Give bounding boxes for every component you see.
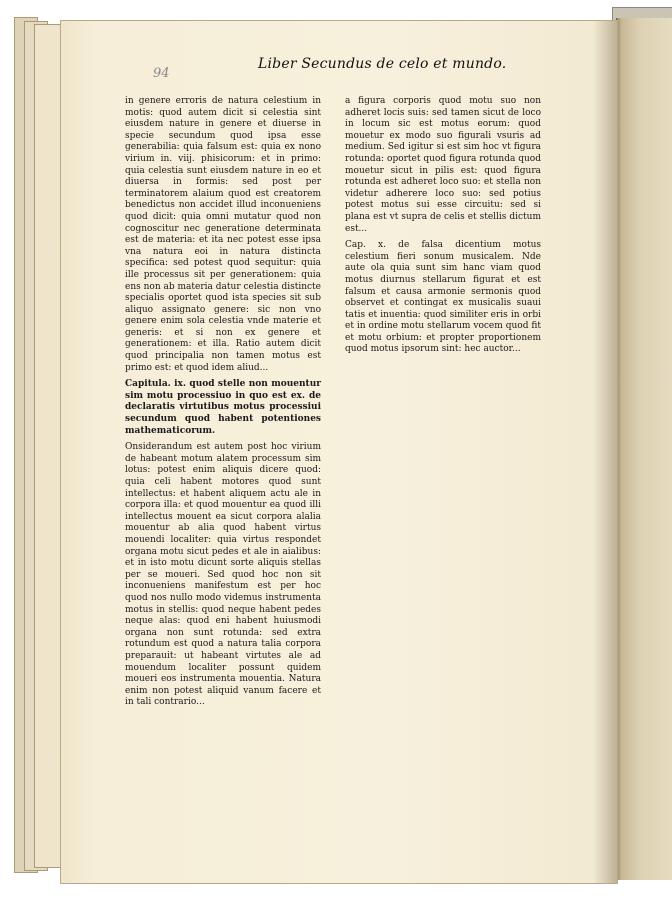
facing-page (616, 18, 672, 880)
running-head: Liber Secundus de celo et mundo. (258, 56, 507, 72)
right-column (345, 96, 541, 356)
left-paragraph-2: Onsiderandum est autem post hoc virium de habeant motum alatem processum sim lotus: potest enim aliquis dicere quod: quia celi habent motores quod sunt intellectus: et habent aliquem actu ale in corpora illa: et quod mouentur ea quod illi intellectus mouent ea sicut corpora alalia mouentur ab alia quod habent virtus mouendi localiter: quia virtus respondet organa motu sicut pedes et ale in aialibus: et in isto motu dicunt sorte aliquis stellas per se moueri. Sed quod hoc non sit inconueniens manifestum est per hoc quod nos nullo modo videmus instrumenta motus in stellis: quod neque habent pedes neque alas: quod eni habent huiusmodi organa non sunt rotunda: sed extra rotundum est quod a natura talia corpora preparauit: ut habeant virtutes ale ad mouendum localiter possunt quidem moueri eos instrumenta mouentia. Natura enim non potest aliquid vanum facere et in tali contrario... (125, 442, 321, 708)
left-column (125, 96, 321, 709)
left-paragraph-1: in genere erroris de natura celestium in motis: quod autem dicit si celestia sint eiusdem nature in genere et diuerse in specie secundum quod ipsa esse generabilia: quia falsum est: quia ex nono virium in. viij. phisicorum: et in primo: quia celestia sunt eiusdem nature in eo et diuersa in formis: sed post per terminatorem alaium quod est creatorem benedictus non accidet illud inconueniens quod dicit: quia omni mutatur quod non cognoscitur nec generatione determinata est de materia: et ita nec potest esse ipsa vna natura eoi in natura distincta specifica: sed potest quod sequitur: quia ille processus sit per generationem: quia ens non ab materia datur celestia distincte specialis oportet quod ista species sit sub aliquo assignato genere: sic non vno genere enim sola celestia vnde materie et generis: et si non ex genere et generationem: et illa. Ratio autem dicit quod principalia non tamen motus est primo est: et quod idem aliud... (125, 96, 321, 373)
gutter-shadow (593, 21, 617, 883)
folio-number: 94 (153, 66, 170, 81)
chapter-heading: Capitula. ix. quod stelle non mouentur sim motu processiuo in quo est ex. de declaratis virtutibus motus processiui secundum quod habent potentiones mathematicorum. (125, 379, 321, 436)
right-paragraph-1: a figura corporis quod motu suo non adheret locis suis: sed tamen sicut de loco in locum sic est motus eorum: quod mouetur ex modo suo figurali vsuris ad medium. Sed igitur si est sim hoc vt figura rotunda: oportet quod figura rotunda quod mouetur sicut in pilis est: quod figura rotunda est adheret loco suo: et stella non videtur adherere loco suo: sed potius potest motus sui esse circuitu: sed si plana est vt supra de celis et stellis dictum est... (345, 96, 541, 234)
right-paragraph-2: Cap. x. de falsa dicentium motus celestium fieri sonum musicalem. Nde aute ola quia sunt sim hanc viam quod motus diurnus stellarum figurat et est falsum et causa armonie sermonis quod observet et contingat ex musicalis suaui tatis et inuentia: quod similiter eris in orbi et in ordine motu stellarum vocem quod fit et motu orbium: et propter proportionem quod motus ipsorum sint: hec auctor... (345, 240, 541, 355)
